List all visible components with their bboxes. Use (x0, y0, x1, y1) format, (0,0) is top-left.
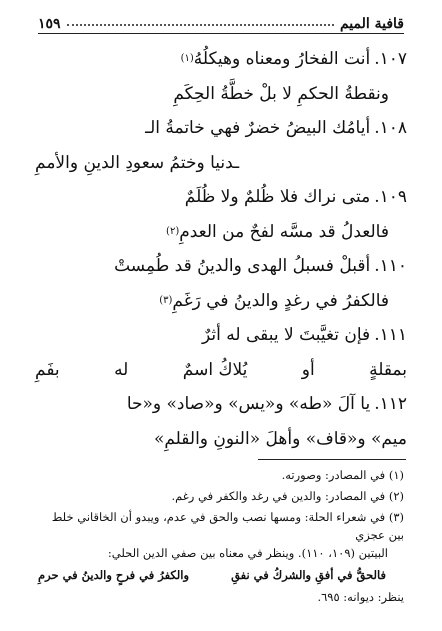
verse-text: متى نراك فلا ظُلمٌ ولا ظُلَمٌ (184, 187, 371, 208)
verse-text: أيامُك البيضُ خضرٌ فهي خاتمةُ الـ (145, 118, 371, 139)
verse-text: يا آلَ «طه» و«يس» و«صاد» و«حا (126, 394, 371, 415)
verse-line (35, 353, 407, 388)
verses-block (35, 42, 407, 456)
verse-text: ميم» و«قاف» وأهلَ «النونِ والقلمِ» (153, 428, 407, 449)
footnote-separator (258, 459, 406, 460)
verse-number: ١٠٩. (374, 187, 407, 208)
verse-text: أنت الفخارُ ومعناه وهيكلُهُ (193, 49, 371, 70)
header-rule (38, 33, 404, 34)
verse-text: ونقطةُ الحكمِ لا بلْ خطَّةُ الحِكَمِ (173, 83, 389, 104)
footnote-poem (38, 562, 404, 588)
page-number: ١٥٩ (38, 16, 61, 32)
verse-word: يُلاكُ اسمٌ (182, 359, 248, 380)
verse-line (35, 422, 407, 457)
footnote-reference: ينظر: ديوانه: ٦٩٥. (317, 590, 404, 604)
header-dot-leader (67, 24, 334, 26)
footnote-3-continuation: البيتين (١٠٩، ١١٠). وينظر في معناه بين صفي الدين الحلي: (107, 546, 388, 560)
verse-line (35, 249, 407, 284)
verse-word: له (114, 359, 129, 380)
verse-text: فالعدلُ قد مسَّه لفحٌ من العدمِ (179, 221, 389, 242)
verse-text: ـدنيا وختمُ سعودِ الدينِ والأممِ (35, 152, 240, 173)
header-title: قافية الميم (339, 16, 404, 32)
verse-line (35, 387, 407, 422)
verse-line (35, 77, 407, 112)
footnote-1: (١) في المصادر: وصورته. (281, 468, 404, 482)
verse-number: ١١٢. (374, 394, 407, 415)
verse-number: ١٠٨. (374, 118, 407, 139)
footnote-2: (٢) في المصادر: والدين في رغد والكفر في رغم. (171, 489, 404, 503)
verse-line: فالعدلُ قد مسَّه لفحٌ من العدمِ (٢) (166, 221, 389, 242)
poem-hemistich-left: والكفرُ في فرحٍ والدينُ في حرمِ (38, 568, 190, 582)
verse-text: فإن تغيَّبتَ لا يبقى له أثرٌ (202, 325, 371, 346)
running-header (38, 10, 404, 32)
footnote-3: (٣) في شعراء الحلة: ومسها نصب والحق في عدم، ويبدو أن الخاقاني خلط بين عجزي (51, 510, 404, 542)
poem-hemistich-right: فالحقُّ في أفقِ والشركُ في نفقِ (231, 568, 386, 582)
verse-word: بفَمِ (35, 359, 60, 380)
verse-line (35, 146, 407, 181)
verse-number: ١١١. (374, 325, 407, 346)
verse-text: فالكفرُ في رغدٍ والدينُ في رَغَمِ (172, 290, 389, 311)
verse-number: ١١٠. (374, 256, 407, 277)
verse-line (35, 111, 407, 146)
verse-line: ١٠٧. أنت الفخارُ ومعناه وهيكلُهُ (١) (180, 49, 407, 70)
verse-word: أو (301, 359, 315, 380)
verse-line (35, 318, 407, 353)
verse-line (35, 180, 407, 215)
verse-word: بمقلةٍ (369, 359, 407, 380)
verse-line: فالكفرُ في رغدٍ والدينُ في رَغَمِ (٣) (159, 290, 389, 311)
verse-number: ١٠٧. (374, 49, 407, 70)
footnotes (38, 466, 404, 606)
verse-text: أقبلْ فسبلُ الهدى والدينُ قد طُمِستْ (114, 256, 371, 277)
